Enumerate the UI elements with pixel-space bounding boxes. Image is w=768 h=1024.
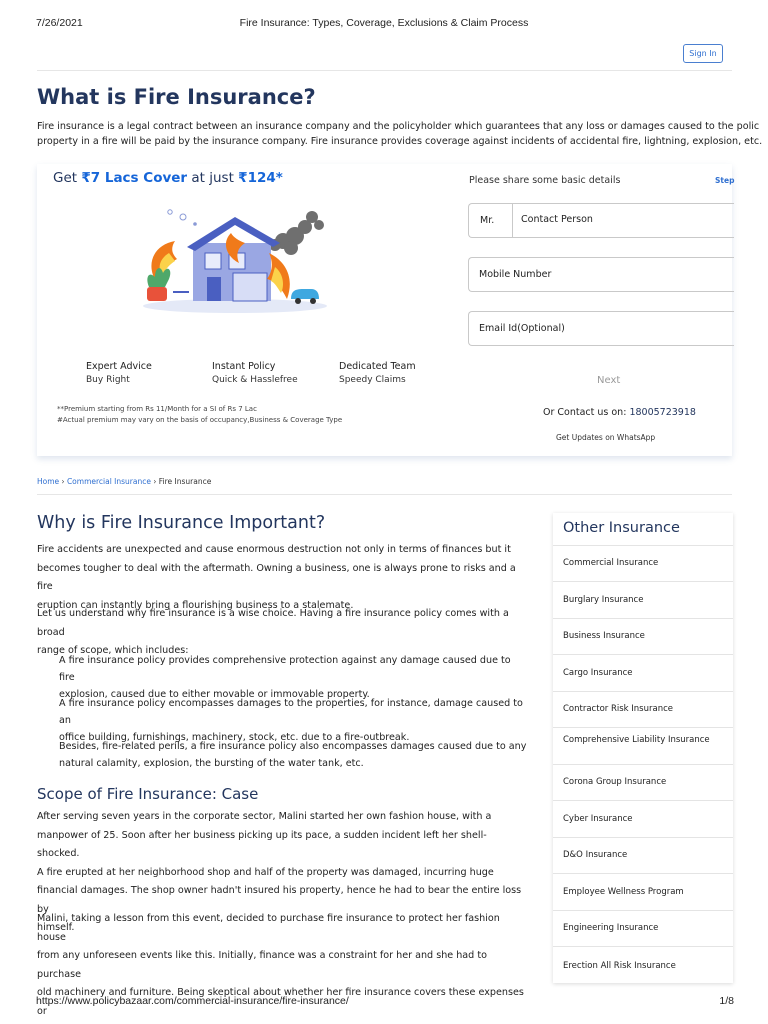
smoke-cloud <box>269 211 324 255</box>
breadcrumb <box>37 477 211 486</box>
bubble-medium <box>180 214 186 220</box>
text-line: Let us understand why fire insurance is a wise choice. Having a fire insurance policy comes with a broad <box>37 608 509 638</box>
scope-heading: Scope of Fire Insurance: Case <box>37 785 259 803</box>
field-separator <box>512 203 513 238</box>
bubble-small <box>168 210 172 214</box>
sidebar-item-engineering[interactable] <box>553 910 733 946</box>
sidebar-item-label: Business Insurance <box>563 631 645 641</box>
house-window <box>205 253 221 269</box>
sidebar-item-comprehensive-liability[interactable] <box>553 727 733 764</box>
offer-mid: at just <box>187 170 239 186</box>
sidebar-item-label: Burglary Insurance <box>563 595 644 605</box>
intro-line: property in a fire will be paid by the insurance company. Fire insurance provides coverage against incidents of accidental fire, lightning, explosion, etc. <box>37 136 763 147</box>
sidebar-title: Other Insurance <box>563 520 680 536</box>
email-field[interactable] <box>468 311 734 346</box>
breadcrumb-current: Fire Insurance <box>158 477 212 486</box>
feature-title: Instant Policy <box>212 361 276 372</box>
feature-sub: Buy Right <box>86 375 130 385</box>
mobile-number-input[interactable]: Mobile Number <box>479 269 552 280</box>
text-line: office building, furnishings, machinery, stock, etc. due to a fire-outbreak. <box>59 732 410 743</box>
contact-number-link[interactable]: 18005723918 <box>629 407 696 418</box>
sidebar-item-label: Commercial Insurance <box>563 558 659 568</box>
text-line: Malini, taking a lesson from this event, decided to purchase fire insurance to protect her fashion house <box>37 913 500 943</box>
sidebar-item-label: Engineering Insurance <box>563 923 659 933</box>
text-line: range of scope, which includes: <box>37 645 189 656</box>
email-input[interactable]: Email Id(Optional) <box>479 323 565 334</box>
form-heading: Please share some basic details <box>469 175 621 186</box>
text-line: Fire accidents are unexpected and cause enormous destruction not only in terms of finances but it <box>37 544 511 555</box>
sidebar-item-burglary[interactable] <box>553 581 733 618</box>
intro-paragraph <box>37 119 768 149</box>
text-line: manpower of 25. Soon after her business picking up its pace, a sudden incident left her shell-shocked. <box>37 829 487 859</box>
sidebar-item-label: Cyber Insurance <box>563 814 633 824</box>
burning-house-illustration <box>135 203 330 315</box>
header-divider <box>37 70 732 71</box>
feature-title: Expert Advice <box>86 361 152 372</box>
text-line: eruption can instantly bring a flourishing business to a stalemate. <box>37 599 354 611</box>
text-line: After serving seven years in the corporate sector, Malini started her own fashion house, with a <box>37 811 492 822</box>
text-line: financial damages. The shop owner hadn't insured his property, hence he had to bear the entire loss by <box>37 885 522 915</box>
why-heading: Why is Fire Insurance Important? <box>37 513 326 533</box>
feature-title: Dedicated Team <box>339 361 416 372</box>
print-url: https://www.policybazaar.com/commercial-insurance/fire-insurance/ <box>36 995 349 1007</box>
breadcrumb-divider <box>37 494 732 495</box>
plant-pot <box>147 287 167 301</box>
garage <box>233 273 267 301</box>
text-line: natural calamity, explosion, the bursting of the water tank, etc. <box>59 758 364 769</box>
intro-line: Fire insurance is a legal contract between an insurance company and the policyholder which guarantees that any loss or damages caused to the polic <box>37 121 760 132</box>
sidebar-item-label: D&O Insurance <box>563 850 628 860</box>
sidebar-item-commercial[interactable] <box>553 545 733 581</box>
offer-prefix: Get <box>53 170 82 186</box>
offer-price: ₹124* <box>238 170 283 186</box>
mobile-number-field[interactable] <box>468 257 734 292</box>
text-line: from any unforeseen events like this. Initially, finance was a constraint for her and she had to purchase <box>37 950 487 980</box>
text-line: Besides, fire-related perils, a fire insurance policy also encompasses damages caused due to any <box>59 741 527 752</box>
sidebar-item-cyber[interactable] <box>553 800 733 837</box>
fence <box>173 291 189 293</box>
text-line: becomes tougher to deal with the aftermath. Owning a business, one is always prone to risks and a fire <box>37 562 516 592</box>
sidebar-item-employee-wellness[interactable] <box>553 873 733 910</box>
text-line: himself. <box>37 922 75 933</box>
print-date: 7/26/2021 <box>36 17 83 29</box>
print-page-number: 1/8 <box>719 995 734 1007</box>
sidebar-item-cargo[interactable] <box>553 654 733 691</box>
sidebar-item-label: Erection All Risk Insurance <box>563 961 676 971</box>
feature-sub: Quick & Hasslefree <box>212 375 298 385</box>
offer-headline <box>53 170 283 186</box>
sidebar-item-erection-all-risk[interactable] <box>553 946 733 983</box>
text-line: explosion, caused due to either movable or immovable property. <box>59 689 370 700</box>
breadcrumb-home[interactable]: Home <box>37 477 60 486</box>
contact-person-input[interactable]: Contact Person <box>521 214 593 225</box>
text-line: A fire insurance policy provides comprehensive protection against any damage caused due to fire <box>59 655 511 683</box>
next-button[interactable]: Next <box>597 375 621 386</box>
breadcrumb-separator: › <box>61 477 65 486</box>
contact-line <box>543 407 696 418</box>
bubble-dot <box>193 222 197 226</box>
sidebar-item-label: Employee Wellness Program <box>563 887 684 897</box>
plant-icon <box>147 268 170 287</box>
sidebar-item-contractor-risk[interactable] <box>553 691 733 727</box>
sign-in-button[interactable]: Sign In <box>683 44 723 63</box>
house-door <box>207 277 221 301</box>
text-line: A fire erupted at her neighborhood shop and half of the property was damaged, incurring huge <box>37 866 494 878</box>
contact-person-field[interactable] <box>468 203 734 238</box>
title-select[interactable]: Mr. <box>480 215 495 226</box>
step-indicator: Step <box>715 176 735 185</box>
feature-sub: Speedy Claims <box>339 375 406 385</box>
text-line: A fire insurance policy encompasses damages to the properties, for instance, damage caused to an <box>59 698 523 726</box>
scope-bullet-3 <box>59 738 529 772</box>
premium-note: **Premium starting from Rs 11/Month for a SI of Rs 7 Lac <box>57 405 257 413</box>
sidebar-item-label: Comprehensive Liability Insurance <box>563 735 710 745</box>
whatsapp-updates-toggle[interactable]: Get Updates on WhatsApp <box>556 433 656 442</box>
breadcrumb-separator: › <box>153 477 157 486</box>
print-doc-title: Fire Insurance: Types, Coverage, Exclusions & Claim Process <box>239 17 529 29</box>
why-paragraph-1 <box>37 541 527 615</box>
breadcrumb-commercial[interactable]: Commercial Insurance <box>66 477 151 486</box>
sidebar-item-label: Cargo Insurance <box>563 668 633 678</box>
car-icon <box>291 289 319 299</box>
premium-disclaimer: #Actual premium may vary on the basis of occupancy,Business & Coverage Type <box>57 416 343 424</box>
sidebar-item-label: Contractor Risk Insurance <box>563 704 673 714</box>
offer-cover: ₹7 Lacs Cover <box>81 170 188 186</box>
sidebar-item-business[interactable] <box>553 618 733 654</box>
text-line: old machinery and furniture. Being skeptical about whether her fire insurance covers these expenses or <box>37 987 524 1017</box>
sidebar-item-corona-group[interactable] <box>553 764 733 800</box>
page-title: What is Fire Insurance? <box>37 85 316 109</box>
sidebar-item-label: Corona Group Insurance <box>563 777 667 787</box>
sidebar-item-dno[interactable] <box>553 837 733 873</box>
contact-prefix: Or Contact us on: <box>543 407 630 418</box>
